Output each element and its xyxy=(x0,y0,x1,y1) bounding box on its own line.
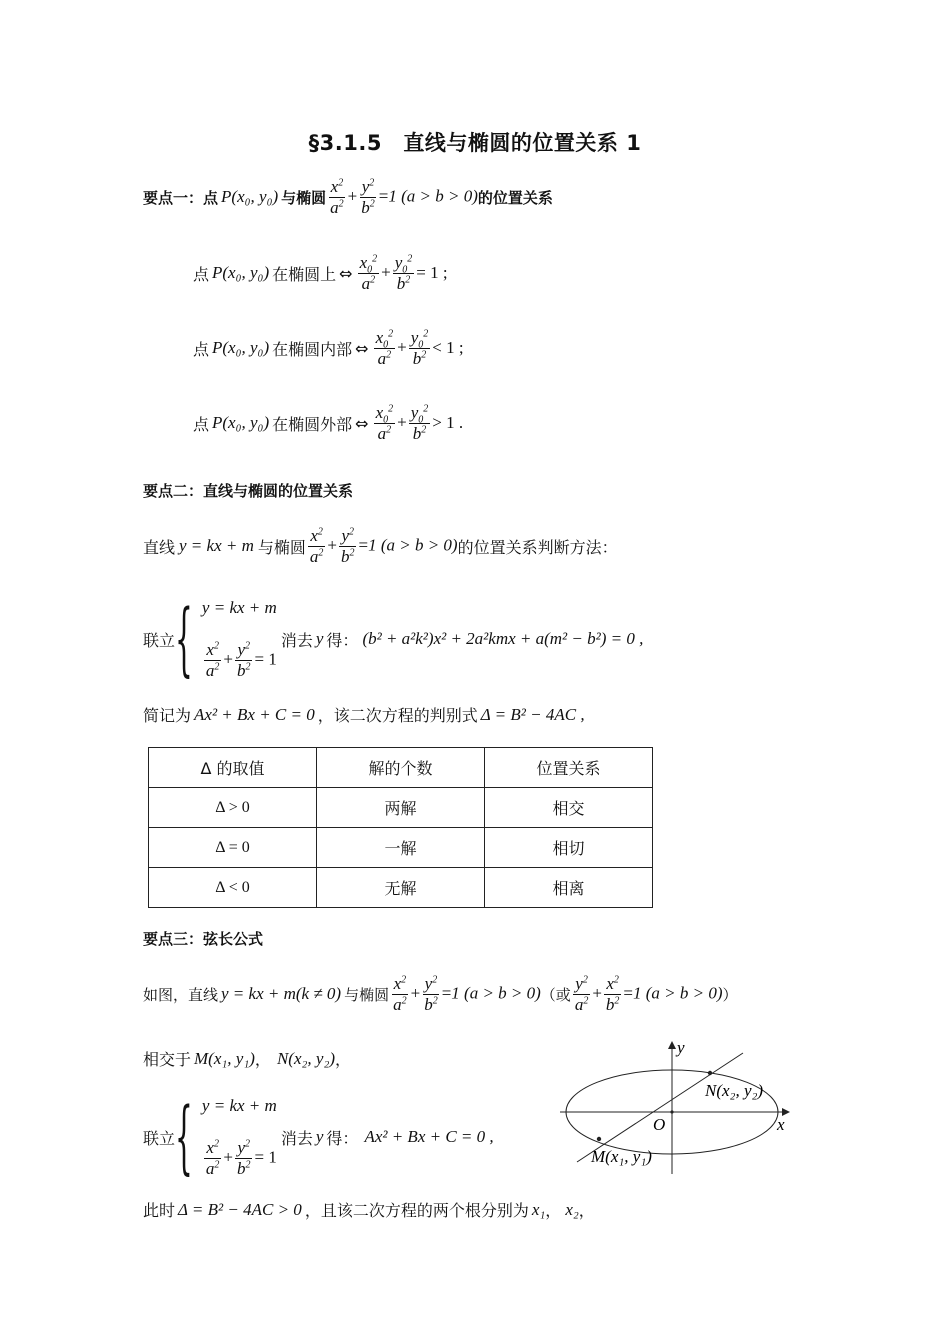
line-text: 点 xyxy=(193,414,210,434)
relation: < 1 ; xyxy=(432,338,464,358)
table-header-row xyxy=(149,748,653,788)
table-row xyxy=(149,868,653,908)
simplified-equation: Ax² + Bx + C = 0 xyxy=(194,704,315,724)
n-label: N(x₂, y₂) xyxy=(705,1081,764,1100)
heading-text: 点 xyxy=(203,188,219,207)
page-title: §3.1.5 直线与椭圆的位置关系 1 xyxy=(308,131,642,155)
heading-label: 要点一： xyxy=(143,188,204,207)
point-m: M(x₁, y₁) xyxy=(194,1048,255,1068)
root-x1: x₁ xyxy=(531,1199,546,1219)
position-line-inside xyxy=(193,329,464,368)
line-text: 在椭圆外部 xyxy=(272,414,353,434)
ellipse-equation-alt: $\frac{y^2}{a^2}$ + $\frac{x^2}{b^2}$ =1 (a > b > 0) xyxy=(574,974,723,1014)
line-text: ） xyxy=(722,985,738,1004)
line-text: 点 xyxy=(193,339,210,359)
discriminant-table xyxy=(148,747,653,908)
origin-marker xyxy=(670,1110,673,1113)
line-text: 此时 xyxy=(143,1201,176,1220)
table-cell: 一解 xyxy=(317,828,485,868)
line-text: 与椭圆 xyxy=(257,537,306,557)
point-expression: P(x₀, y₀) xyxy=(212,263,270,283)
point-expression: P(x₀, y₀) xyxy=(212,338,270,358)
system-equations xyxy=(143,592,644,685)
roots-line xyxy=(143,1198,595,1221)
m-label: M(x₁, y₁) xyxy=(591,1147,652,1166)
ellipse-equation: $\frac{x^2}{a^2}$ + $\frac{y^2}{b^2}$ =1 (a > b > 0) xyxy=(393,974,541,1014)
system-equations-2 xyxy=(143,1090,494,1183)
line-text: 点 xyxy=(193,264,210,284)
line-text: ， xyxy=(335,1050,352,1069)
simplified-line xyxy=(143,703,585,726)
line-text: 在椭圆上 xyxy=(272,264,337,284)
relation: = 1 ; xyxy=(416,263,448,283)
ellipse-equation: $\frac{x^2}{a^2}$ + $\frac{y^2}{b^2}$ =1 (a > b > 0) xyxy=(330,177,478,217)
line-text: 与椭圆 xyxy=(344,985,390,1004)
table-cell: 两解 xyxy=(317,788,485,828)
table-header: Δ 的取值 xyxy=(149,748,317,788)
line-text: ， xyxy=(254,1050,271,1069)
root-x2: x₂ xyxy=(565,1199,579,1219)
point-ellipse-expression: $\frac{x_0^2}{a^2}$ + $\frac{y_0^2}{b^2}$ xyxy=(375,328,429,368)
section2-heading: 要点二：直线与椭圆的位置关系 xyxy=(143,482,354,500)
table-header: 位置关系 xyxy=(485,748,653,788)
table-cell: 无解 xyxy=(317,868,485,908)
equation-system: y = kx + m $\frac{x^2}{a^2}$ + $\frac{y^2}{b^2}$ = 1 xyxy=(201,1096,277,1179)
ellipse-condition: 1 (a > b > 0) xyxy=(451,983,541,1003)
line-text: 联立 xyxy=(143,630,176,650)
line-text: 消去 xyxy=(280,1128,313,1148)
secant-line xyxy=(577,1053,743,1162)
y-axis-label: y xyxy=(677,1038,685,1057)
line-text: 简记为 xyxy=(143,706,192,725)
position-line-on xyxy=(193,254,448,293)
line-text: 相交于 xyxy=(143,1050,192,1069)
table-cell: Δ < 0 xyxy=(149,868,317,908)
iff-symbol: ⇔ xyxy=(339,263,353,283)
point-m-marker xyxy=(597,1137,601,1141)
discriminant-inequality: Δ = B² − 4AC > 0 xyxy=(178,1199,302,1219)
quadratic-equation: (b² + a²k²)x² + 2a²kmx + a(m² − b²) = 0 , xyxy=(362,629,644,648)
heading-text: 的位置关系 xyxy=(477,188,553,207)
table-cell: 相切 xyxy=(485,828,653,868)
x-axis-label: x xyxy=(777,1115,785,1134)
point-ellipse-expression: $\frac{x_0^2}{a^2}$ + $\frac{y_0^2}{b^2}$ xyxy=(375,403,429,443)
point-n: N(x₂, y₂) xyxy=(276,1048,336,1068)
table-cell: 相交 xyxy=(485,788,653,828)
section1-heading xyxy=(143,178,553,217)
line-text: 直线 xyxy=(143,537,176,557)
brace-symbol: { xyxy=(175,1090,193,1183)
line-text: （或 xyxy=(540,985,571,1004)
ellipse-condition: 1 (a > b > 0) xyxy=(633,983,723,1003)
line-text: 的位置关系判断方法： xyxy=(457,537,618,557)
line-text: 得： xyxy=(326,630,359,650)
line-text: ，且该二次方程的两个根分别为 xyxy=(304,1201,529,1220)
variable-y: y xyxy=(315,629,324,648)
variable-y: y xyxy=(315,1127,324,1146)
ellipse-figure xyxy=(555,1036,805,1176)
relation: > 1 . xyxy=(432,413,464,433)
line-text: ，该二次方程的判别式 xyxy=(317,706,478,725)
heading-text: 与椭圆 xyxy=(281,188,327,207)
line-equation: y = kx + m xyxy=(201,598,277,617)
line-text: 如图，直线 xyxy=(143,985,219,1004)
table-row xyxy=(149,828,653,868)
ellipse-equation: $\frac{x^2}{a^2}$ + $\frac{y^2}{b^2}$ =1 (a > b > 0) xyxy=(309,526,458,566)
table-header: 解的个数 xyxy=(317,748,485,788)
point-n-marker xyxy=(708,1071,712,1075)
line-text: ， xyxy=(545,1201,562,1220)
line-equation: y = kx + m xyxy=(179,536,254,556)
method-intro xyxy=(143,527,618,566)
line-text: 在椭圆内部 xyxy=(272,339,353,359)
table-cell: Δ > 0 xyxy=(149,788,317,828)
origin-label: O xyxy=(653,1115,666,1134)
line-equation: y = kx + m xyxy=(201,1096,277,1115)
position-line-outside xyxy=(193,404,463,443)
line-text: 联立 xyxy=(143,1128,176,1148)
quadratic-equation: Ax² + Bx + C = 0 , xyxy=(364,1127,494,1146)
table-cell: 相离 xyxy=(485,868,653,908)
chord-intro xyxy=(143,975,738,1014)
point-expression: P(x₀, y₀) xyxy=(221,187,279,207)
equation-system: y = kx + m $\frac{x^2}{a^2}$ + $\frac{y^2}{b^2}$ = 1 xyxy=(201,598,277,681)
intersect-line xyxy=(143,1047,351,1070)
line-equation: y = kx + m(k ≠ 0) xyxy=(221,984,342,1004)
section3-heading: 要点三：弦长公式 xyxy=(143,930,264,948)
brace-symbol: { xyxy=(175,592,193,685)
point-ellipse-expression: $\frac{x_0^2}{a^2}$ + $\frac{y_0^2}{b^2}$ xyxy=(359,253,413,293)
iff-symbol: ⇔ xyxy=(355,338,369,358)
line-text: ， xyxy=(578,1201,595,1220)
ellipse-condition: 1 (a > b > 0) xyxy=(368,535,458,555)
table-cell: Δ = 0 xyxy=(149,828,317,868)
ellipse-condition: 1 (a > b > 0) xyxy=(388,186,478,206)
line-text: 得： xyxy=(326,1128,359,1148)
discriminant-equation: Δ = B² − 4AC , xyxy=(480,704,585,724)
table-row xyxy=(149,788,653,828)
iff-symbol: ⇔ xyxy=(355,413,369,433)
point-expression: P(x₀, y₀) xyxy=(212,413,270,433)
line-text: 消去 xyxy=(280,630,313,650)
